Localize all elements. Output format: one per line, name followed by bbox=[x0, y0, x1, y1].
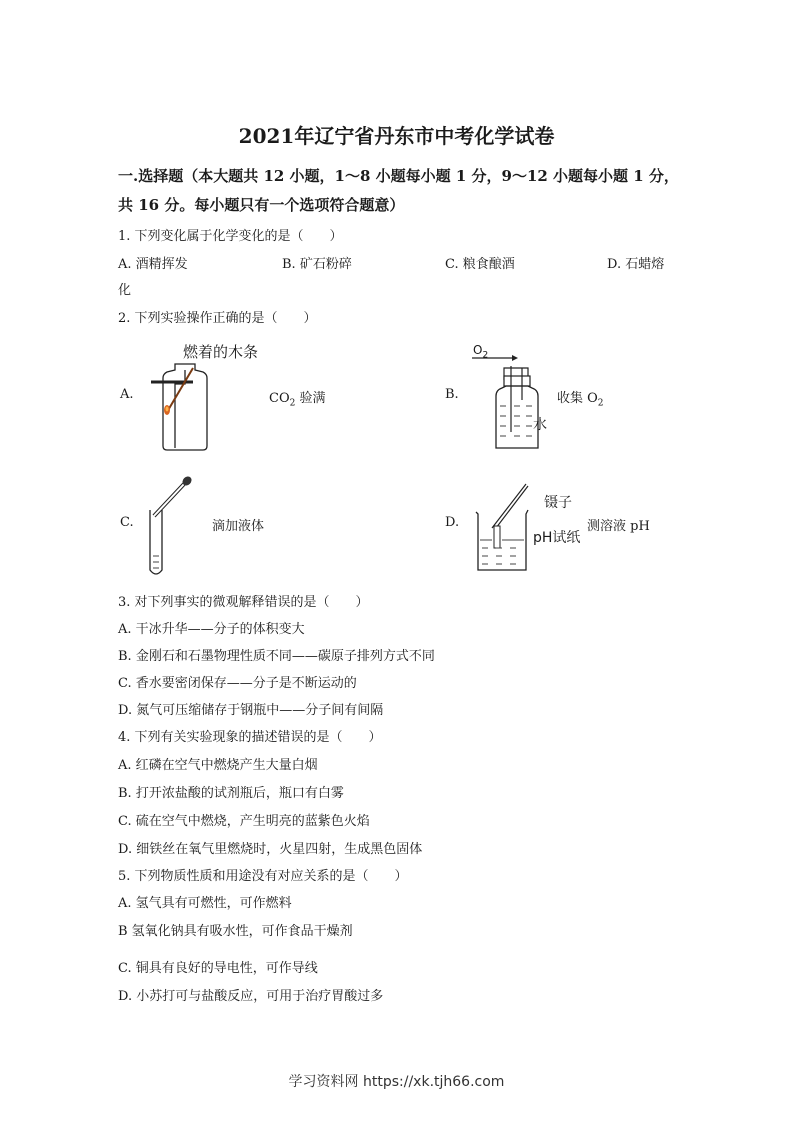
q1-option-a: A. 酒精挥发 bbox=[118, 257, 188, 272]
q1-option-d-wrap: 化 bbox=[118, 283, 132, 298]
q4-stem: 4. 下列有关实验现象的描述错误的是（ ） bbox=[118, 730, 382, 745]
tweezers-label: 镊子 bbox=[544, 495, 572, 511]
q2-option-d-caption: 测溶液 pH bbox=[587, 519, 650, 534]
q5-stem: 5. 下列物质性质和用途没有对应关系的是（ ） bbox=[118, 869, 408, 884]
q2-option-c-letter: C. bbox=[120, 515, 134, 530]
o2-arrow-sub: 2 bbox=[482, 350, 489, 361]
q1-option-c: C. 粮食酿酒 bbox=[445, 257, 515, 272]
burning-stick-label: 燃着的木条 bbox=[183, 343, 259, 361]
q4-option-d: D. 细铁丝在氧气里燃烧时，火星四射，生成黑色固体 bbox=[118, 842, 423, 857]
ph-beaker-figure bbox=[470, 480, 540, 575]
q4-option-a: A. 红磷在空气中燃烧产生大量白烟 bbox=[118, 758, 318, 773]
q2-option-d-letter: D. bbox=[445, 515, 460, 530]
q3-option-b: B. 金刚石和石墨物理性质不同——碳原子排列方式不同 bbox=[118, 649, 435, 664]
q5-option-a: A. 氢气具有可燃性，可作燃料 bbox=[118, 896, 292, 911]
q1-option-b: B. 矿石粉碎 bbox=[282, 257, 352, 272]
q3-stem: 3. 对下列事实的微观解释错误的是（ ） bbox=[118, 595, 369, 610]
section-heading-line2: 共 16 分。每小题只有一个选项符合题意） bbox=[118, 196, 405, 214]
water-label: 水 bbox=[533, 417, 547, 433]
q2-option-c-caption: 滴加液体 bbox=[212, 519, 265, 534]
q5-option-d: D. 小苏打可与盐酸反应，可用于治疗胃酸过多 bbox=[118, 989, 384, 1004]
q2-a-caption-post: 验满 bbox=[295, 391, 326, 406]
footer-watermark: 学习资料网 https://xk.tjh66.com bbox=[288, 1074, 505, 1090]
q5-option-c: C. 铜具有良好的导电性，可作导线 bbox=[118, 961, 318, 976]
section-heading-line1: 一.选择题（本大题共 12 小题，1～8 小题每小题 1 分，9～12 小题每小题 1 分， bbox=[118, 167, 679, 185]
q2-option-a-letter: A. bbox=[120, 387, 134, 402]
o2-arrow-label bbox=[473, 343, 488, 360]
q2-option-b-caption bbox=[557, 387, 604, 409]
q3-option-a: A. 干冰升华——分子的体积变大 bbox=[118, 622, 305, 637]
dropper-test-tube-figure bbox=[140, 474, 200, 578]
page-title: 2021年辽宁省丹东市中考化学试卷 bbox=[238, 124, 555, 148]
ph-paper-label: pH试纸 bbox=[533, 530, 581, 546]
q1-stem: 1. 下列变化属于化学变化的是（ ） bbox=[118, 229, 343, 244]
q4-option-b: B. 打开浓盐酸的试剂瓶后，瓶口有白雾 bbox=[118, 786, 344, 801]
q1-option-d: D. 石蜡熔 bbox=[607, 257, 665, 272]
q5-option-b: B 氢氧化钠具有吸水性，可作食品干燥剂 bbox=[118, 924, 353, 939]
q2-b-caption-text: 收集 O bbox=[557, 391, 598, 406]
q2-a-caption-text: CO bbox=[269, 391, 290, 406]
q2-stem: 2. 下列实验操作正确的是（ ） bbox=[118, 311, 317, 326]
q3-option-c: C. 香水要密闭保存——分子是不断运动的 bbox=[118, 676, 357, 691]
q2-option-a-caption bbox=[269, 387, 325, 409]
q4-option-c: C. 硫在空气中燃烧，产生明亮的蓝紫色火焰 bbox=[118, 814, 370, 829]
q2-option-b-letter: B. bbox=[445, 387, 459, 402]
q3-option-d: D. 氮气可压缩储存于钢瓶中——分子间有间隔 bbox=[118, 703, 384, 718]
q2-b-caption-sub: 2 bbox=[597, 398, 604, 409]
o2-arrow-text: O bbox=[473, 343, 483, 357]
q2-a-caption-sub: 2 bbox=[289, 398, 296, 409]
